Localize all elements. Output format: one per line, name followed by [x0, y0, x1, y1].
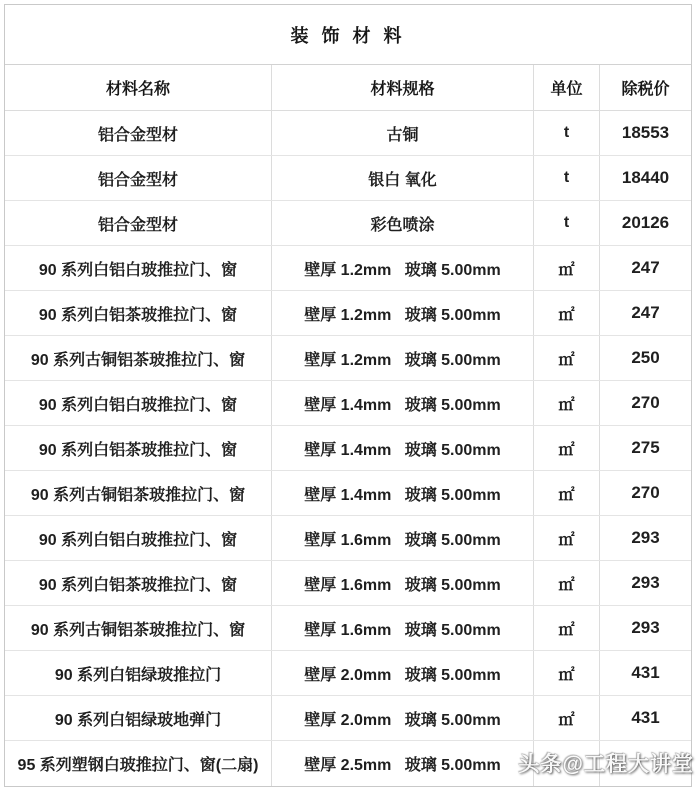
material-name-cell: 90 系列古铜铝茶玻推拉门、窗 [5, 336, 272, 380]
table-row [5, 156, 691, 201]
table-row [5, 381, 691, 426]
material-spec-cell: 壁厚 2.0mm 玻璃 5.00mm [272, 651, 534, 695]
price-cell: 293 [631, 573, 660, 592]
unit-cell: t [534, 201, 600, 245]
material-name-cell: 90 系列白铝白玻推拉门、窗 [5, 381, 272, 425]
price-cell: 275 [631, 438, 660, 457]
table-row [5, 651, 691, 696]
materials-price-table [4, 4, 692, 787]
header-material-spec: 材料规格 [272, 65, 534, 110]
table-row [5, 696, 691, 741]
table-row [5, 606, 691, 651]
material-name-cell: 90 系列古铜铝茶玻推拉门、窗 [5, 471, 272, 515]
table-row [5, 246, 691, 291]
material-name-cell: 90 系列白铝茶玻推拉门、窗 [5, 426, 272, 470]
material-spec-cell: 壁厚 1.4mm 玻璃 5.00mm [272, 381, 534, 425]
price-cell: 247 [631, 303, 660, 322]
price-cell: 431 [631, 663, 660, 682]
material-name-cell: 90 系列白铝茶玻推拉门、窗 [5, 291, 272, 335]
unit-cell: ㎡ [534, 561, 600, 605]
material-spec-cell: 壁厚 1.6mm 玻璃 5.00mm [272, 516, 534, 560]
material-spec-cell: 彩色喷涂 [272, 201, 534, 245]
page-title: 装 饰 材 料 [5, 5, 691, 65]
material-name-cell: 铝合金型材 [5, 156, 272, 200]
unit-cell: ㎡ [534, 651, 600, 695]
material-name-cell: 90 系列白铝绿玻地弹门 [5, 696, 272, 740]
table-row [5, 291, 691, 336]
material-spec-cell: 壁厚 1.2mm 玻璃 5.00mm [272, 336, 534, 380]
price-cell: 293 [631, 618, 660, 637]
material-spec-cell: 壁厚 1.6mm 玻璃 5.00mm [272, 606, 534, 650]
price-cell: 270 [631, 483, 660, 502]
table-row [5, 741, 691, 786]
material-name-cell: 90 系列白铝绿玻推拉门 [5, 651, 272, 695]
header-material-name: 材料名称 [5, 65, 272, 110]
unit-cell: ㎡ [534, 516, 600, 560]
unit-cell: ㎡ [534, 336, 600, 380]
unit-cell: t [534, 156, 600, 200]
price-cell: 431 [631, 708, 660, 727]
material-spec-cell: 银白 氧化 [272, 156, 534, 200]
material-name-cell: 90 系列白铝白玻推拉门、窗 [5, 516, 272, 560]
price-cell: 247 [631, 258, 660, 277]
material-spec-cell: 壁厚 2.5mm 玻璃 5.00mm [272, 741, 534, 786]
unit-cell: ㎡ [534, 246, 600, 290]
unit-cell: ㎡ [534, 291, 600, 335]
table-header-row [5, 65, 691, 111]
price-cell [600, 741, 691, 786]
table-body [5, 111, 691, 786]
unit-cell: ㎡ [534, 381, 600, 425]
price-cell: 18553 [621, 123, 670, 142]
material-name-cell: 铝合金型材 [5, 111, 272, 155]
unit-cell: t [534, 111, 600, 155]
header-price-excl-tax: 除税价 [621, 81, 670, 98]
material-spec-cell: 壁厚 2.0mm 玻璃 5.00mm [272, 696, 534, 740]
material-name-cell: 95 系列塑钢白玻推拉门、窗(二扇) [5, 741, 272, 786]
material-spec-cell: 古铜 [272, 111, 534, 155]
price-cell: 20126 [621, 213, 670, 232]
table-row [5, 516, 691, 561]
material-name-cell: 90 系列白铝茶玻推拉门、窗 [5, 561, 272, 605]
price-cell: 270 [631, 393, 660, 412]
price-cell: 250 [631, 348, 660, 367]
price-cell: 293 [631, 528, 660, 547]
table-row [5, 471, 691, 516]
unit-cell [534, 741, 600, 786]
material-name-cell: 铝合金型材 [5, 201, 272, 245]
material-name-cell: 90 系列古铜铝茶玻推拉门、窗 [5, 606, 272, 650]
table-row [5, 426, 691, 471]
header-unit: 单位 [534, 65, 600, 110]
price-cell: 18440 [621, 168, 670, 187]
material-spec-cell: 壁厚 1.2mm 玻璃 5.00mm [272, 246, 534, 290]
material-name-cell: 90 系列白铝白玻推拉门、窗 [5, 246, 272, 290]
unit-cell: ㎡ [534, 471, 600, 515]
material-spec-cell: 壁厚 1.2mm 玻璃 5.00mm [272, 291, 534, 335]
material-spec-cell: 壁厚 1.4mm 玻璃 5.00mm [272, 471, 534, 515]
unit-cell: ㎡ [534, 696, 600, 740]
material-spec-cell: 壁厚 1.6mm 玻璃 5.00mm [272, 561, 534, 605]
material-spec-cell: 壁厚 1.4mm 玻璃 5.00mm [272, 426, 534, 470]
watermark: 头条@工程大讲堂 [518, 753, 694, 776]
unit-cell: ㎡ [534, 606, 600, 650]
table-row [5, 201, 691, 246]
table-row [5, 561, 691, 606]
table-row [5, 336, 691, 381]
table-row [5, 111, 691, 156]
unit-cell: ㎡ [534, 426, 600, 470]
